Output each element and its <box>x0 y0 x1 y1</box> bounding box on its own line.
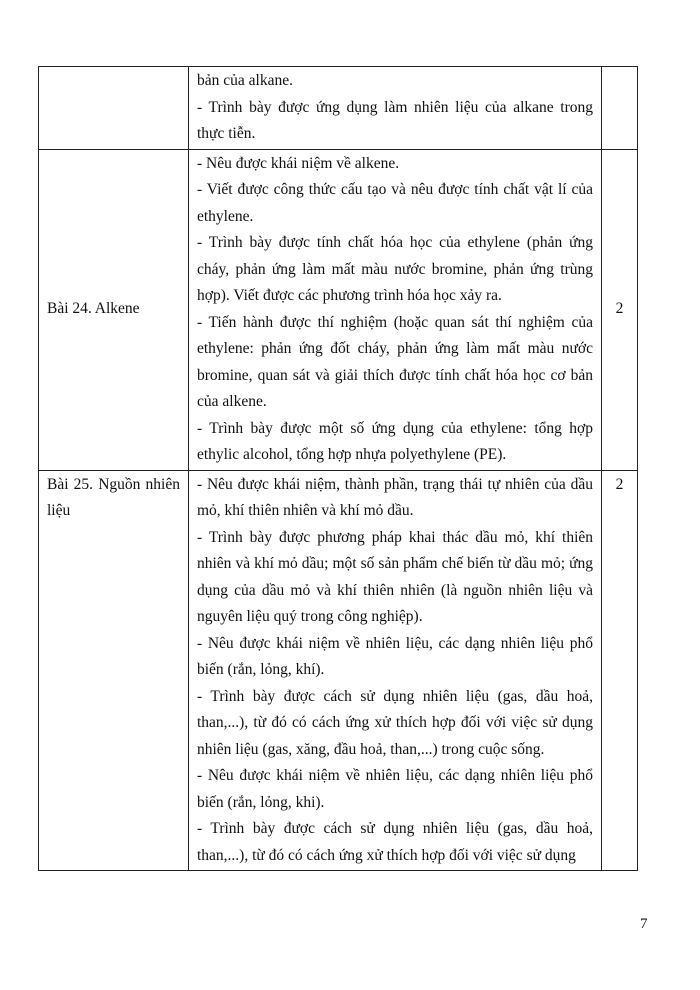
periods-cell <box>602 67 638 150</box>
requirement-item: - Viết được công thức cấu tạo và nêu được tính chất vật lí của ethylene. <box>197 181 593 225</box>
requirement-item: - Trình bày được cách sử dụng nhiên liệu (gas, dầu hoả, than,...), từ đó có cách ứng xử thích hợp đối với việc sử dụng nhiên liệu (gas, xăng, đầu hoả, than,...) trong cuộc sống. <box>197 687 593 758</box>
requirement-item: - Nêu được khái niệm, thành phần, trạng thái tự nhiên của dầu mỏ, khí thiên nhiên và khí mỏ dầu. <box>197 475 593 519</box>
curriculum-table <box>38 66 638 871</box>
requirement-item: bản của alkane. <box>197 72 293 89</box>
periods-cell: 2 <box>602 149 638 470</box>
table-row-alkane-continued <box>39 67 638 150</box>
requirement-item: - Nêu được khái niệm về alkene. <box>197 154 400 172</box>
requirements-cell <box>189 149 602 470</box>
lesson-cell: Bài 24. Alkene <box>39 149 189 470</box>
requirement-item: - Trình bày được tính chất hóa học của ethylene (phản ứng cháy, phản ứng làm mất màu nước bromine, phản ứng trùng hợp). Viết được các phương trình hóa học xảy ra. <box>197 234 593 304</box>
lesson-cell: Bài 25. Nguồn nhiên liệu <box>39 470 189 871</box>
requirements-cell <box>189 470 602 871</box>
page-number: 7 <box>640 916 648 932</box>
periods-cell: 2 <box>602 470 638 871</box>
table-row-alkene <box>39 149 638 470</box>
requirement-item: - Trình bày được ứng dụng làm nhiên liệu của alkane trong thực tiễn. <box>197 98 593 142</box>
requirement-item: - Trình bày được một số ứng dụng của ethylene: tổng hợp ethylic alcohol, tổng hợp nhựa polyethylene (PE). <box>197 419 593 463</box>
requirement-item: - Trình bày được cách sử dụng nhiên liệu (gas, dầu hoả, than,...), từ đó có cách ứng xử thích hợp đối với việc sử dụng <box>197 820 593 864</box>
requirement-item: - Nêu được khái niệm về nhiên liệu, các dạng nhiên liệu phổ biến (rắn, lỏng, khí). <box>197 634 593 678</box>
requirement-item: - Trình bày được phương pháp khai thác dầu mỏ, khí thiên nhiên và khí mỏ dầu; một số sản phẩm chế biến từ dầu mỏ; ứng dụng của dầu mỏ và khí thiên nhiên (là nguồn nhiên liệu và nguyên liệu quý trong công nghiệp). <box>197 528 593 625</box>
requirement-item: - Tiến hành được thí nghiệm (hoặc quan sát thí nghiệm của ethylene: phản ứng đốt cháy, phản ứng làm mất màu nước bromine, quan sát và giải thích được tính chất hóa học cơ bản của alkene. <box>197 313 593 410</box>
lesson-cell <box>39 67 189 150</box>
requirement-item: - Nêu được khái niệm về nhiên liệu, các dạng nhiên liệu phổ biến (rắn, lỏng, khi). <box>197 767 593 811</box>
requirements-cell <box>189 67 602 150</box>
table-row-fuel-sources <box>39 470 638 871</box>
